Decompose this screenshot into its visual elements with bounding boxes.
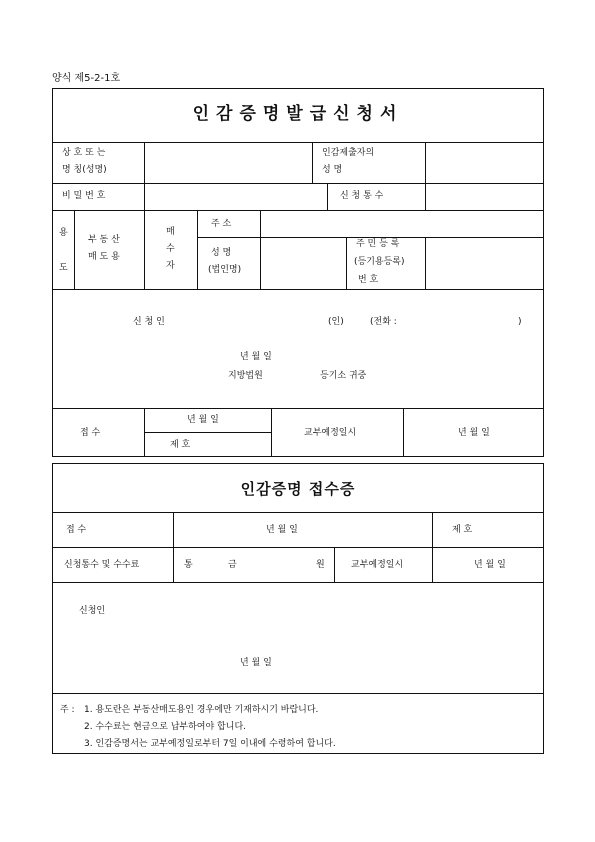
divider xyxy=(334,547,335,582)
buyer-label: 매 xyxy=(166,227,175,237)
purpose-label: 용 xyxy=(59,228,68,238)
receipt-issue-date: 년 월 일 xyxy=(240,658,272,668)
note-item: 2. 수수료는 현금으로 납부하여야 합니다. xyxy=(84,722,246,732)
business-name-label: 명 칭(성명) xyxy=(62,165,107,175)
password-field[interactable] xyxy=(145,184,326,209)
phone-close: ) xyxy=(518,317,522,327)
note-item: 1. 용도란은 부동산매도용인 경우에만 기재하시기 바랍니다. xyxy=(84,705,319,715)
applicant-label: 신청인 xyxy=(79,606,106,616)
applicant-label: 신 청 인 xyxy=(133,317,165,327)
registration-number-label: (등기용등록) xyxy=(354,257,405,267)
fee-unit: 금 xyxy=(228,560,237,570)
copies-fee-label: 신청통수 및 수수료 xyxy=(64,560,140,570)
real-estate-sale-label: 매 도 용 xyxy=(88,252,120,262)
divider xyxy=(432,512,433,547)
buyer-label: 자 xyxy=(166,261,175,271)
buyer-address-label: 주 소 xyxy=(211,219,232,229)
phone-label: (전화 : xyxy=(370,317,397,327)
seal-submitter-name-field[interactable] xyxy=(426,143,543,182)
note-item: 3. 인감증명서는 교부예정일로부터 7일 이내에 수령하여 합니다. xyxy=(84,739,336,749)
buyer-corp-name-label: (법인명) xyxy=(208,265,242,275)
divider xyxy=(144,432,271,433)
registry-office-label: 등기소 귀중 xyxy=(320,371,367,381)
issue-date: 년 월 일 xyxy=(474,560,506,570)
applicant-name-field[interactable] xyxy=(205,312,325,330)
real-estate-sale-label: 부 동 산 xyxy=(88,235,120,245)
receipt-number-label: 제 호 xyxy=(452,525,473,535)
divider xyxy=(144,210,145,289)
divider xyxy=(312,142,313,183)
password-label: 비 밀 번 호 xyxy=(62,191,106,201)
receipt-label: 접 수 xyxy=(80,428,101,438)
won-unit: 원 xyxy=(316,560,325,570)
registration-number-label: 번 호 xyxy=(358,275,379,285)
district-court-label: 지방법원 xyxy=(228,371,263,381)
issue-datetime-label: 교부예정일시 xyxy=(304,428,357,438)
divider xyxy=(271,408,272,457)
receipt-number-label: 제 호 xyxy=(170,440,191,450)
divider xyxy=(52,582,544,583)
phone-field[interactable] xyxy=(405,312,515,330)
divider xyxy=(197,210,198,289)
divider xyxy=(403,408,404,457)
divider xyxy=(52,512,544,513)
buyer-name-field[interactable] xyxy=(261,238,345,288)
copies-field[interactable] xyxy=(426,184,543,209)
copies-unit: 통 xyxy=(184,560,193,570)
registration-number-label: 주 민 등 록 xyxy=(356,239,400,249)
divider xyxy=(52,547,544,548)
buyer-name-label: 성 명 xyxy=(211,248,232,258)
purpose-label: 도 xyxy=(59,263,68,273)
buyer-label: 수 xyxy=(166,244,175,254)
divider xyxy=(173,512,174,582)
divider xyxy=(74,210,75,289)
registration-number-field[interactable] xyxy=(426,238,543,288)
business-name-field[interactable] xyxy=(145,143,311,182)
application-title: 인감증명발급신청서 xyxy=(192,104,404,124)
form-number: 양식 제5-2-1호 xyxy=(52,73,121,84)
divider xyxy=(432,547,433,582)
divider xyxy=(144,408,145,457)
issue-date: 년 월 일 xyxy=(458,428,490,438)
seal-submitter-label: 인감제출자의 xyxy=(322,148,375,158)
receipt-label: 접 수 xyxy=(66,525,87,535)
receipt-title: 인감증명 접수증 xyxy=(240,480,356,498)
business-name-label: 상 호 또 는 xyxy=(62,148,106,158)
buyer-address-field[interactable] xyxy=(261,211,543,236)
divider xyxy=(327,183,328,210)
divider xyxy=(52,289,544,290)
application-date: 년 월 일 xyxy=(240,352,272,362)
copies-label: 신 청 통 수 xyxy=(340,191,384,201)
divider xyxy=(346,237,347,289)
receipt-date: 년 월 일 xyxy=(266,525,298,535)
divider xyxy=(52,693,544,694)
receipt-date: 년 월 일 xyxy=(187,415,219,425)
seal-mark: (인) xyxy=(328,317,344,327)
notes-prefix: 주 : xyxy=(60,705,75,715)
issue-datetime-label: 교부예정일시 xyxy=(351,560,404,570)
divider xyxy=(52,408,544,409)
seal-submitter-label: 성 명 xyxy=(322,165,343,175)
